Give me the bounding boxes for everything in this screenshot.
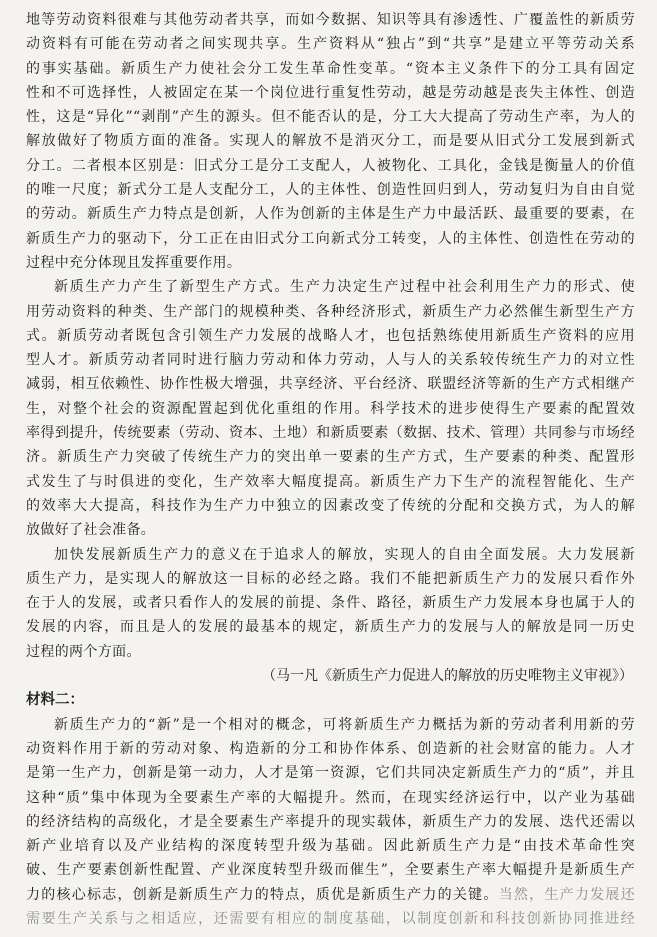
text-line: 质生产力，是实现人的解放这一目标的必经之路。我们不能把新质生产力的发展只看作外 [26,570,635,587]
text-line: 的唯一尺度；新式分工是人支配分工，人的主体性、创造性回归到人，劳动复归为自由自觉 [26,182,635,199]
text-line: 加快发展新质生产力的意义在于追求人的解放，实现人的自由全面发展。大力发展新 [54,546,635,563]
text-line: 性，这是“异化”“剥削”产生的源头。但不能否认的是，分工大大提高了劳动生产率，为人的 [26,109,635,126]
material1-paragraph-1 [26,8,635,275]
text-line: 是第一生产力，创新是第一动力，人才是第一资源，它们共同决定新质生产力的“质”，并且 [26,765,635,782]
text-line: 分工。二者根本区别是：旧式分工是分工支配人，人被物化、工具化，金钱是衡量人的价值 [26,157,635,174]
text-line: 的效率大大提高，科技作为生产力中独立的因素改变了传统的分配和交换方式，为人的解 [26,497,635,514]
text-line: 新质生产力产生了新型生产方式。生产力决定生产过程中社会利用生产力的形式、使 [54,279,635,296]
text-line: 率得到提升，传统要素（劳动、资本、土地）和新质要素（数据、技术、管理）共同参与市场经 [26,425,635,442]
text-line: 新质生产力的驱动下，分工正在由旧式分工向新式分工转变，人的主体性、创造性在劳动的 [26,230,635,247]
text-line [26,883,635,907]
source-citation: （马一凡《新质生产力促进人的解放的历史唯物主义审视》） [262,668,633,685]
text-line: 需要生产关系与之相适应，还需要有相应的制度基础，以制度创新和科技创新协同推进经 [26,910,635,927]
text-line: 的事实基础。新质生产力使社会分工发生革命性变革。“资本主义条件下的分工具有固定 [26,60,635,77]
material1-paragraph-2 [26,275,635,542]
text-line: 减弱，相互依赖性、协作性极大增强，共享经济、平台经济、联盟经济等新的生产方式相继产 [26,376,635,393]
faded-text-segment: 当然，生产力发展还 [498,886,635,903]
text-line: 性和不可选择性，人被固定在某一个岗位进行重复性劳动，越是劳动越是丧失主体性、创造 [26,84,635,101]
material2-paragraph-1 [26,713,635,932]
text-line: 生，对整个社会的资源配置起到优化重组的作用。科学技术的进步使得生产要素的配置效 [26,400,635,417]
text-line: 济。新质生产力突破了传统生产力的突出单一要素的生产方式，生产要素的种类、配置形 [26,449,635,466]
text-line: 放做好了社会准备。 [26,522,156,539]
text-line: 的经济结构的高级化，才是全要素生产率提升的现实载体，新质生产力的发展、迭代还需以 [26,813,635,830]
text-line: 过程的两个方面。 [26,643,141,660]
text-line: 这种“质”集中体现为全要素生产率的大幅提升。然而，在现实经济运行中，以产业为基础 [26,789,635,806]
text-line: 在于人的发展，或者只看作人的发展的前提、条件、路径，新质生产力发展本身也属于人的 [26,595,635,612]
text-line: 地等劳动资料很难与其他劳动者共享，而如今数据、知识等具有渗透性、广覆盖性的新质劳 [26,12,635,28]
text-line: 解放做好了物质方面的准备。实现人的解放不是消灭分工，而是要从旧式分工发展到新式 [26,133,635,150]
text-line: 发展的内容，而且是人的发展的最基本的规定，新质生产力的发展与人的解放是同一历史 [26,619,635,636]
material1-paragraph-3 [26,543,635,664]
text-line: 的劳动。新质生产力特点是创新，人作为创新的主体是生产力中最活跃、最重要的要素，在 [26,206,635,223]
text-line: 用劳动资料的种类、生产部门的规模种类、各种经济形式，新质生产力必然催生新型生产方 [26,303,635,320]
text-line: 动资料作用于新的劳动对象、构造新的分工和协作体系、创造新的社会财富的能力。人才 [26,740,635,757]
text-line: 新质生产力的“新”是一个相对的概念，可将新质生产力概括为新的劳动者利用新的劳 [54,716,635,733]
text-line: 破、生产要素创新性配置、产业深度转型升级而催生”，全要素生产率大幅提升是新质生产 [26,862,635,879]
text-line: 式发生了与时俱进的变化，生产效率大幅度提高。新质生产力下生产的流程智能化、生产 [26,473,635,490]
section-heading: 材料二： [26,691,84,709]
text-line: 式。新质劳动者既包含引领生产力发展的战略人才，也包括熟练使用新质生产资料的应用 [26,327,635,344]
text-segment: 力的核心标志，创新是新质生产力的特点，质优是新质生产力的关键。 [26,886,499,903]
text-line: 型人才。新质劳动者同时进行脑力劳动和体力劳动，人与人的关系较传统生产力的对立性 [26,352,635,369]
text-line: 新产业培育以及产业结构的深度转型升级为基础。因此新质生产力是“由技术革命性突 [26,838,635,855]
text-line: 过程中充分体现且发挥重要作用。 [26,254,242,271]
text-line: 动资料有可能在劳动者之间实现共享。生产资料从“独占”到“共享”是建立平等劳动关系 [26,36,635,53]
